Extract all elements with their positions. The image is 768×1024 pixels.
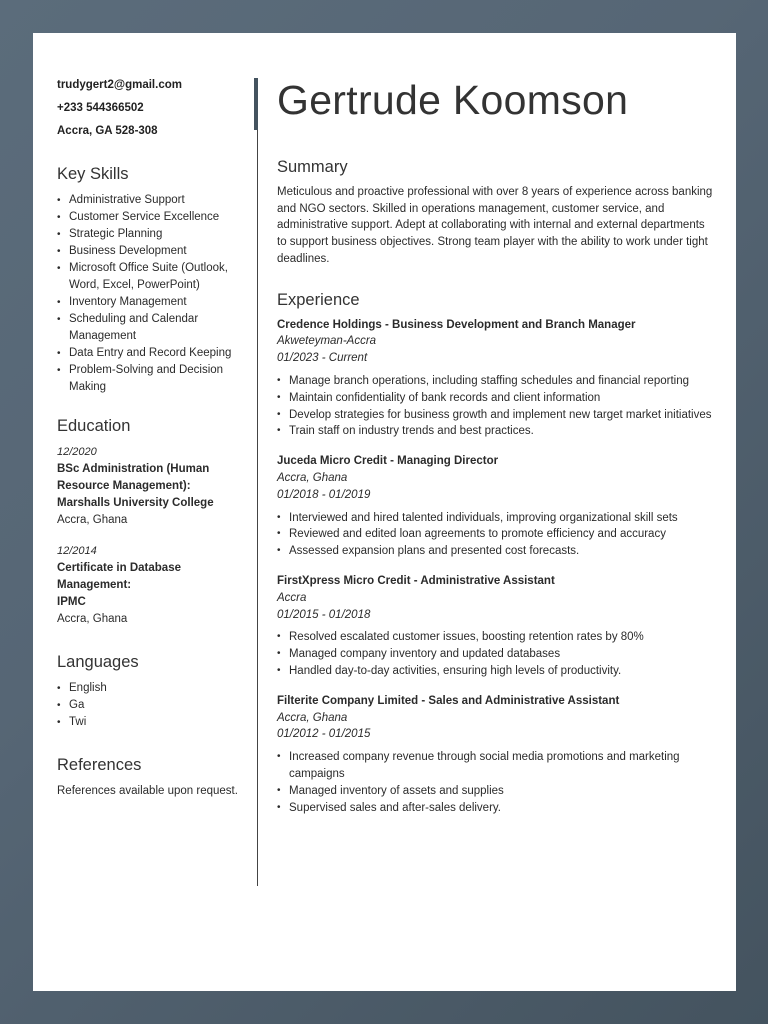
job-bullet: • Maintain confidentiality of bank records and client information xyxy=(289,390,717,407)
job-entry xyxy=(277,317,717,441)
contact-location: Accra, GA 528-308 xyxy=(57,125,158,137)
job-entry xyxy=(277,693,717,817)
skill-item: • Data Entry and Record Keeping xyxy=(69,345,247,362)
job-bullets xyxy=(277,749,717,816)
skill-item: • Inventory Management xyxy=(69,294,247,311)
skill-item: • Scheduling and Calendar Management xyxy=(69,311,247,345)
candidate-name: Gertrude Koomson xyxy=(277,77,629,123)
language-item: • Twi xyxy=(69,714,247,731)
job-bullet: • Supervised sales and after-sales delivery. xyxy=(289,800,717,817)
job-bullet: • Reviewed and edited loan agreements to promote efficiency and accuracy xyxy=(289,526,717,543)
job-bullet: • Increased company revenue through social media promotions and marketing campaigns xyxy=(289,749,717,783)
contact-phone: +233 544366502 xyxy=(57,102,144,114)
skill-item: • Administrative Support xyxy=(69,192,247,209)
job-title: Credence Holdings - Business Development and Branch Manager xyxy=(277,318,636,331)
job-location: Accra, Ghana xyxy=(277,711,348,724)
job-dates: 01/2012 - 01/2015 xyxy=(277,728,371,741)
languages-list xyxy=(57,680,247,731)
job-dates: 01/2015 - 01/2018 xyxy=(277,608,371,621)
skill-item: • Customer Service Excellence xyxy=(69,209,247,226)
contact-email: trudygert2@gmail.com xyxy=(57,79,182,91)
job-bullet: • Handled day-to-day activities, ensuring high levels of productivity. xyxy=(289,663,717,680)
summary-text: Meticulous and proactive professional with over 8 years of experience across banking and NGO sectors. Skilled in operations management, customer service, and administrative support. Adept at collaborating with internal and external departments to support business objectives. Strong team player with the ability to work under tight deadlines. xyxy=(277,185,713,265)
summary-section xyxy=(277,159,717,268)
job-bullet: • Interviewed and hired talented individuals, improving organizational skill sets xyxy=(289,510,717,527)
job-dates: 01/2023 - Current xyxy=(277,352,368,365)
skills-heading: Key Skills xyxy=(57,165,129,183)
education-entry xyxy=(57,444,247,529)
education-school: IPMC xyxy=(57,596,86,608)
left-column xyxy=(57,77,247,800)
education-place: Accra, Ghana xyxy=(57,514,128,526)
job-bullet: • Assessed expansion plans and presented cost forecasts. xyxy=(289,543,717,560)
contact-block xyxy=(57,77,247,140)
skill-item: • Problem-Solving and Decision Making xyxy=(69,362,247,396)
job-bullet: • Resolved escalated customer issues, boosting retention rates by 80% xyxy=(289,629,717,646)
job-bullet: • Develop strategies for business growth and implement new target market initiatives xyxy=(289,407,717,424)
job-bullets xyxy=(277,510,717,560)
job-bullets xyxy=(277,373,717,440)
language-item: • English xyxy=(69,680,247,697)
education-place: Accra, Ghana xyxy=(57,613,128,625)
skill-item: • Strategic Planning xyxy=(69,226,247,243)
job-bullet: • Manage branch operations, including staffing schedules and financial reporting xyxy=(289,373,717,390)
skill-item: • Business Development xyxy=(69,243,247,260)
education-heading: Education xyxy=(57,417,131,435)
job-bullet: • Managed inventory of assets and supplies xyxy=(289,783,717,800)
right-column xyxy=(277,77,717,829)
summary-heading: Summary xyxy=(277,158,348,176)
job-entry xyxy=(277,573,717,680)
job-location: Akweteyman-Accra xyxy=(277,335,377,348)
education-date: 12/2014 xyxy=(57,545,97,557)
name-accent-bar xyxy=(254,78,258,130)
references-text: References available upon request. xyxy=(57,785,238,797)
job-title: FirstXpress Micro Credit - Administrative Assistant xyxy=(277,574,555,587)
skills-list xyxy=(57,192,247,396)
job-location: Accra, Ghana xyxy=(277,471,348,484)
job-title: Filterite Company Limited - Sales and Administrative Assistant xyxy=(277,694,620,707)
column-divider xyxy=(257,78,258,886)
education-degree: BSc Administration (Human Resource Management): xyxy=(57,463,210,492)
job-location: Accra xyxy=(277,591,307,604)
job-bullet: • Train staff on industry trends and best practices. xyxy=(289,423,717,440)
languages-heading: Languages xyxy=(57,653,139,671)
job-title: Juceda Micro Credit - Managing Director xyxy=(277,455,499,468)
language-item: • Ga xyxy=(69,697,247,714)
job-bullet: • Managed company inventory and updated databases xyxy=(289,646,717,663)
education-date: 12/2020 xyxy=(57,446,97,458)
education-entry xyxy=(57,543,247,628)
references-heading: References xyxy=(57,756,142,774)
job-entry xyxy=(277,453,717,560)
education-degree: Certificate in Database Management: xyxy=(57,562,181,591)
experience-heading: Experience xyxy=(277,290,360,309)
job-bullets xyxy=(277,629,717,679)
job-dates: 01/2018 - 01/2019 xyxy=(277,488,371,501)
skill-item: • Microsoft Office Suite (Outlook, Word, Excel, PowerPoint) xyxy=(69,260,247,294)
education-school: Marshalls University College xyxy=(57,497,214,509)
resume-page xyxy=(33,33,736,991)
